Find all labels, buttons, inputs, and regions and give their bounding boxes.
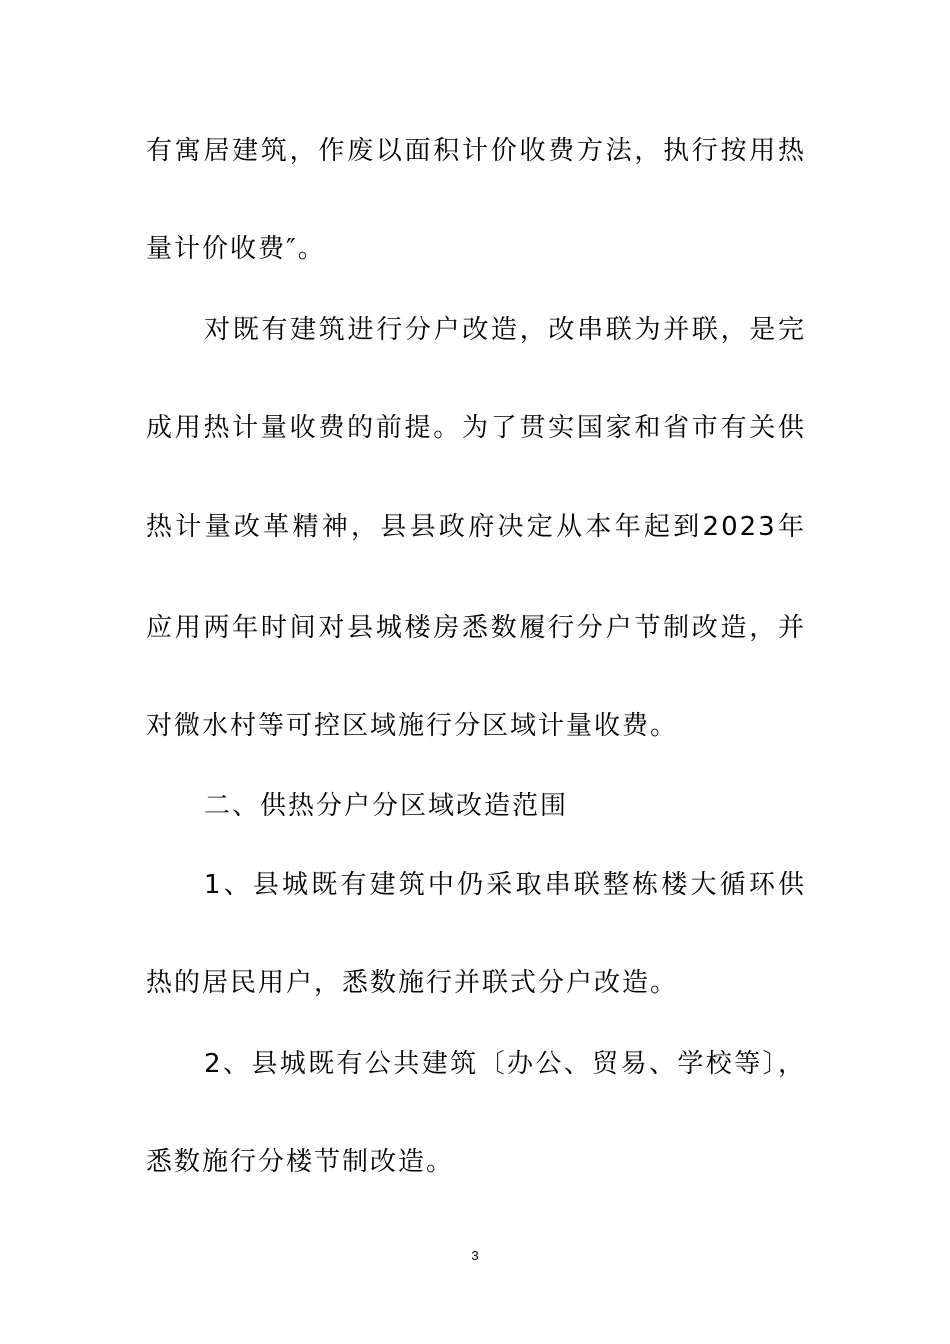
- text-line: 有寓居建筑，作废以面积计价收费方法，执行按用热: [146, 136, 806, 166]
- text-line: 应用两年时间对县城楼房悉数履行分户节制改造，并: [146, 613, 806, 643]
- section-heading: 二、供热分户分区域改造范围: [204, 791, 569, 821]
- text-line: 成用热计量收费的前提。为了贯实国家和省市有关供: [146, 413, 806, 443]
- text-line: 对微水村等可控区域施行分区域计量收费。: [146, 711, 679, 741]
- text-line: 2、县城既有公共建筑〔办公、贸易、学校等〕，: [204, 1049, 806, 1079]
- text-line: 1、县城既有建筑中仍采取串联整栋楼大循环供: [204, 870, 806, 900]
- page-number: 3: [471, 1248, 479, 1263]
- text-line: 热计量改革精神，县县政府决定从本年起到2023年: [146, 512, 806, 542]
- text-line: 悉数施行分楼节制改造。: [146, 1147, 455, 1177]
- text-line: 量计价收费″。: [146, 234, 326, 264]
- text-line: 对既有建筑进行分户改造，改串联为并联，是完: [204, 315, 806, 345]
- text-line: 热的居民用户，悉数施行并联式分户改造。: [146, 968, 679, 998]
